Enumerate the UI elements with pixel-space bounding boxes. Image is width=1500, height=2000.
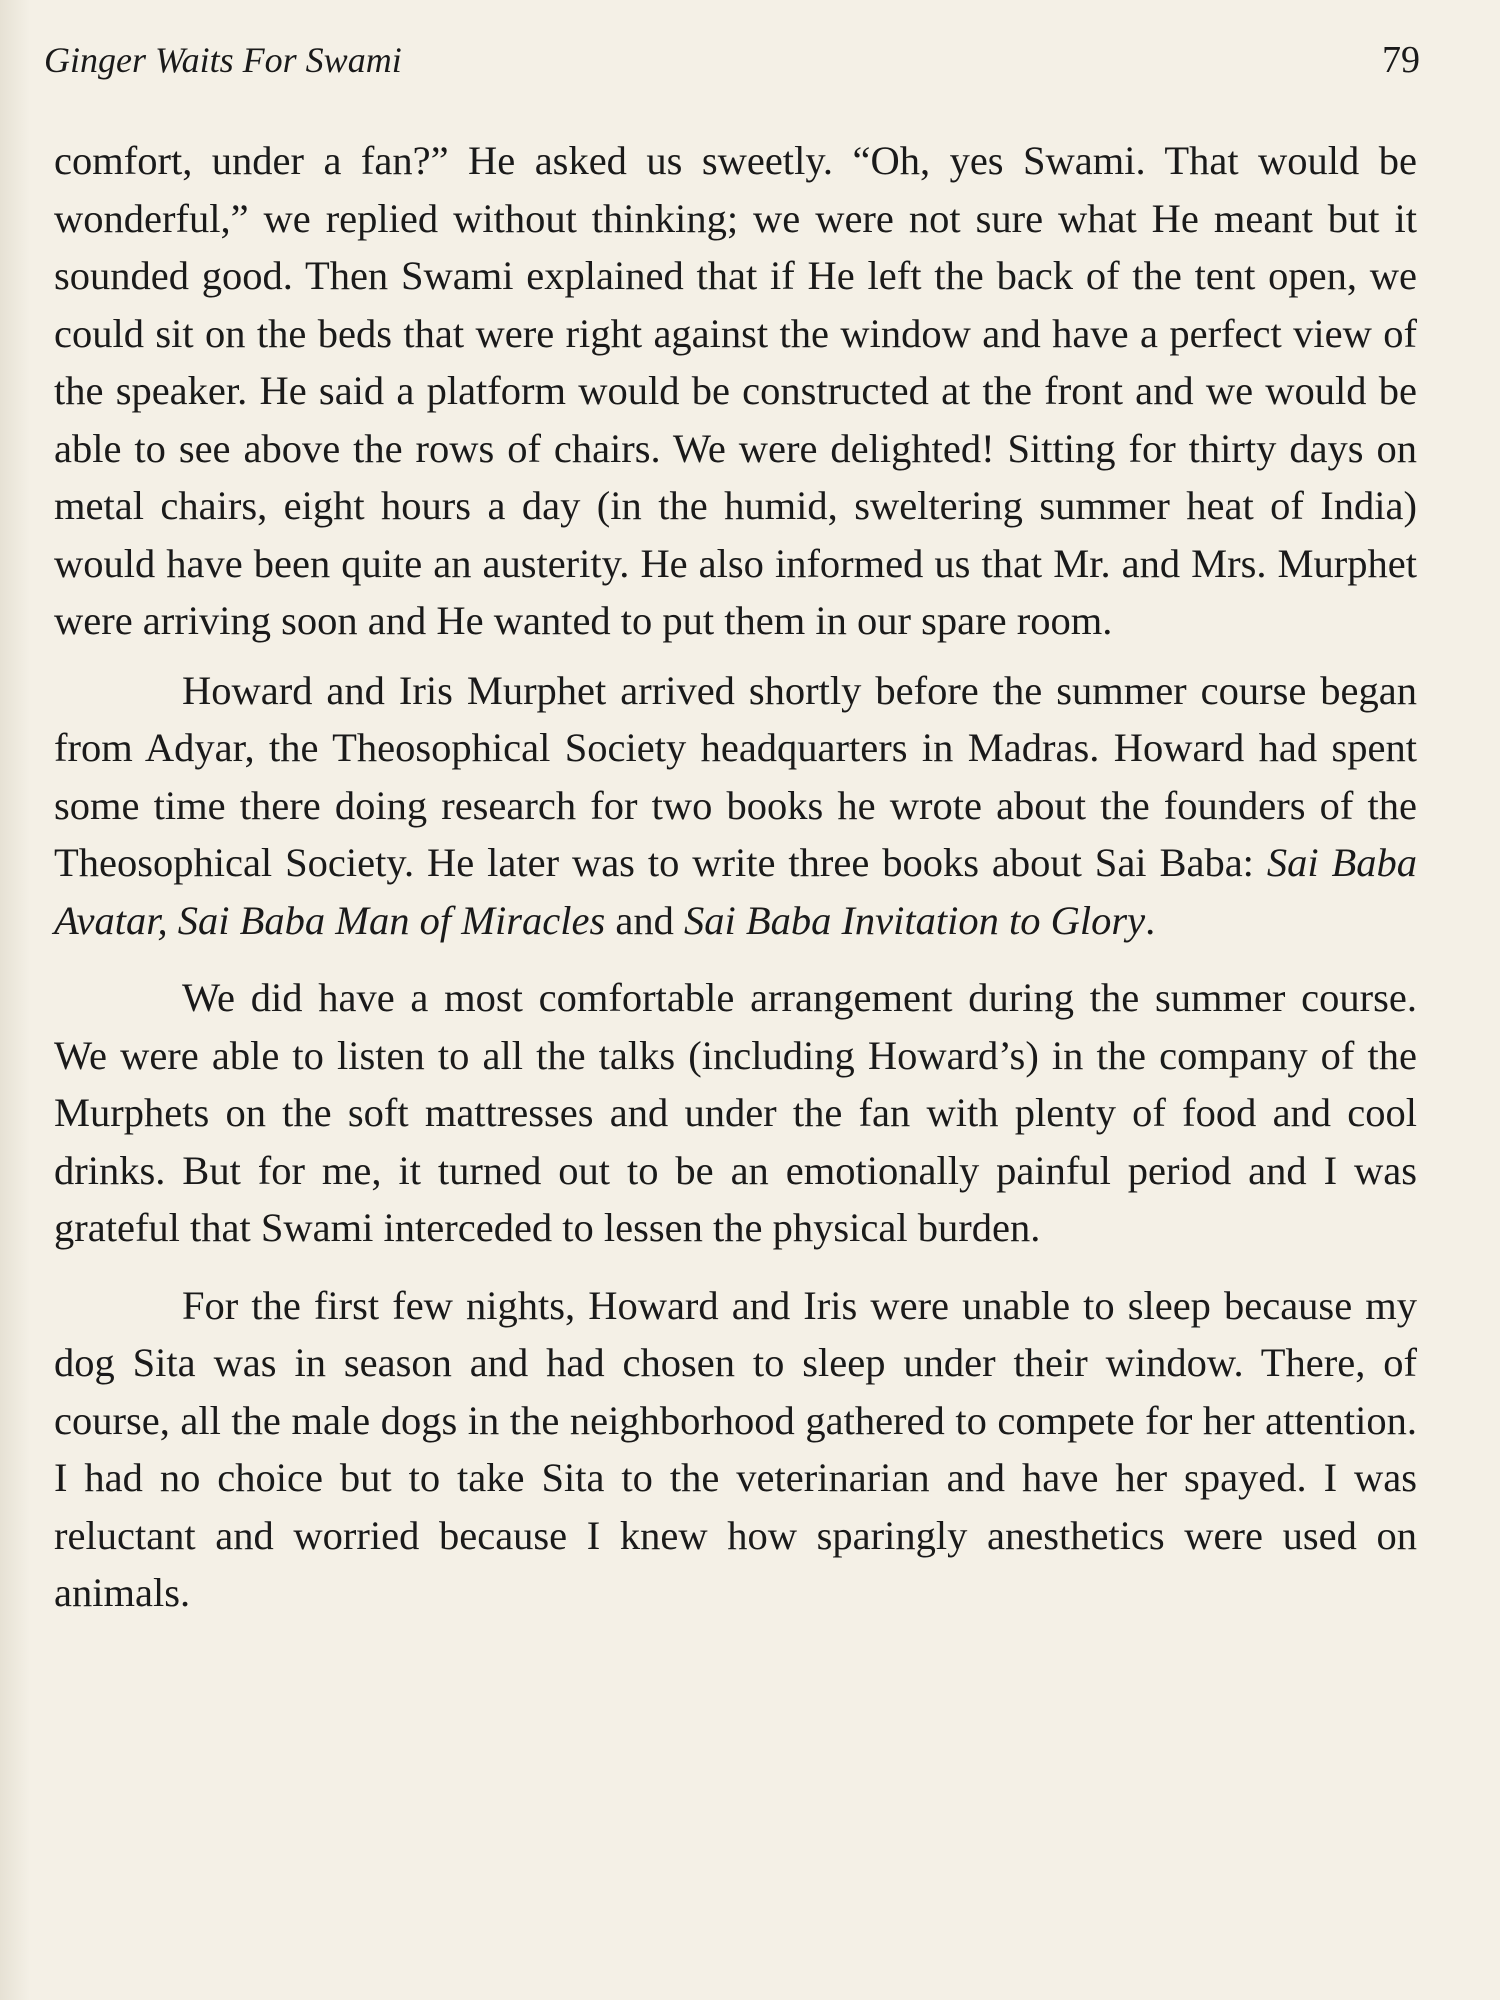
- paragraph-3: We did have a most comfortable arrangement during the summer course. We were able to listen to all the talks (including Howard’s) in the company of the Murphets on the soft mattresses and under the fan with plenty of food and cool drinks. But for me, it turned out to be an emotionally painful period and I was grateful that Swami interceded to lessen the physical burden.: [54, 975, 1417, 1250]
- body-text: [54, 132, 1417, 1622]
- paragraph-2-separator-2: and: [605, 897, 684, 943]
- book-title-invitation-to-glory: Sai Baba Invitation to Glory: [683, 897, 1146, 943]
- page-number: 79: [1382, 39, 1420, 81]
- book-title-man-of-miracles: Sai Baba Man of Miracles: [177, 897, 606, 943]
- running-header: [44, 38, 1420, 88]
- paragraph-4: For the first few nights, Howard and Iris were unable to sleep because my dog Sita was in season and had chosen to sleep under their window. There, of course, all the male dogs in the neighborhood gathered to compete for her attention. I had no choice but to take Sita to the veterinarian and have her spayed. I was reluctant and worried because I knew how sparingly anesthetics were used on animals.: [54, 1282, 1417, 1615]
- paragraph-2-separator-1: [168, 898, 178, 943]
- paragraph-1: comfort, under a fan?” He asked us sweetly. “Oh, yes Swami. That would be wonderful,” we replied without thinking; we were not sure what He meant but it sounded good. Then Swami explained that if He left the back of the tent open, we could sit on the beds that were right against the window and have a perfect view of the speaker. He said a platform would be constructed at the front and we would be able to see above the rows of chairs. We were delighted! Sitting for thirty days on metal chairs, eight hours a day (in the humid, sweltering summer heat of India) would have been quite an austerity. He also informed us that Mr. and Mrs. Murphet were arriving soon and He wanted to put them in our spare room.: [54, 138, 1417, 643]
- paragraph-2-end: .: [1145, 897, 1156, 943]
- scan-edge-shading: [0, 0, 30, 2000]
- book-title-avatar: Sai Baba Avatar,: [54, 840, 1417, 943]
- chapter-title: Ginger Waits For Swami: [44, 40, 402, 80]
- paragraph-2: [54, 662, 1417, 950]
- paragraph-2-text: Howard and Iris Murphet arrived shortly before the summer course began from Adyar, the Theosophical Society headquarters in Madras. Howard had spent some time there doing research for two books he wrote about the founders of the Theosophical Society. He later was to write three books about Sai Baba:: [54, 667, 1417, 885]
